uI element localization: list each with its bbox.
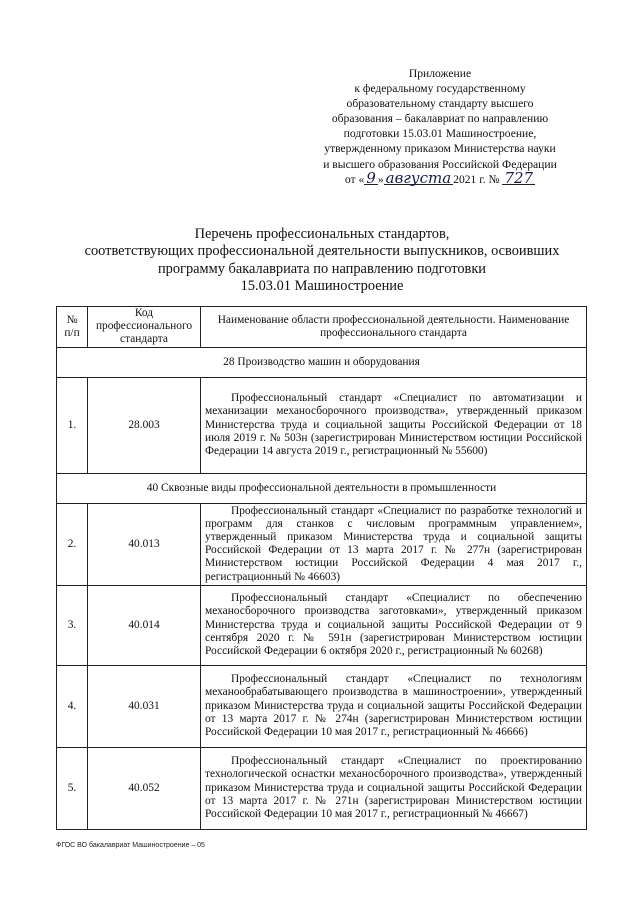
date-mid: » bbox=[377, 172, 384, 186]
title-line: программу бакалавриата по направлению подготовки bbox=[157, 260, 487, 277]
row-num: 4. bbox=[57, 665, 88, 747]
group-title: 40 Сквозные виды профессиональной деятельности в промышленности bbox=[57, 473, 587, 503]
row-text: Профессиональный стандарт «Специалист по автоматизации и механизации механосборочного производства», утвержденный приказом Министерства труда и социальной защиты Российской Федерации от 18 июля 2019 г. № 503н (зарегистрирован Министерством юстиции Российской Федерации 14 августа 2019 г., регистрационный № 55600) bbox=[201, 377, 587, 473]
appendix-line: образования – бакалавриат по направлению bbox=[331, 112, 549, 126]
group-row bbox=[57, 473, 587, 503]
row-code: 40.052 bbox=[88, 747, 201, 829]
title-line: Перечень профессиональных стандартов, bbox=[194, 226, 450, 242]
header-name: Наименование области профессиональной деятельности. Наименование профессионального стандарта bbox=[201, 307, 587, 348]
table-header-row bbox=[57, 307, 587, 348]
row-text: Профессиональный стандарт «Специалист по разработке технологий и программ для станков с числовым программным управлением», утвержденный приказом Министерства труда и социальной защиты Российской Федерации от 13 марта 2017 г. № 277н (зарегистрирован Министерством юстиции Российской Федерации 4 мая 2017 г., регистрационный № 46603) bbox=[201, 503, 587, 585]
group-row bbox=[57, 347, 587, 377]
handwritten-month: августа bbox=[385, 168, 452, 187]
page-footer: ФГОС ВО бакалавриат Машиностроение – 05 bbox=[56, 842, 205, 849]
table-row bbox=[57, 585, 587, 665]
row-code: 28.003 bbox=[88, 377, 201, 473]
standards-table bbox=[56, 306, 587, 830]
group-title: 28 Производство машин и оборудования bbox=[57, 347, 587, 377]
row-code: 40.013 bbox=[88, 503, 201, 585]
handwritten-order-number: 727 bbox=[504, 168, 534, 187]
row-num: 2. bbox=[57, 503, 88, 585]
appendix-line: к федеральному государственному bbox=[354, 82, 526, 96]
table-row bbox=[57, 665, 587, 747]
title-line: 15.03.01 Машиностроение bbox=[240, 278, 404, 295]
row-text: Профессиональный стандарт «Специалист по проектированию технологической оснастки механосборочного производства», утвержденный приказом Министерства труда и социальной защиты Российской Федерации от 13 марта 2017 г. № 271н (зарегистрирован Министерством юстиции Российской Федерации 10 мая 2017 г., регистрационный № 46667) bbox=[201, 747, 587, 829]
date-year: 2021 г. № bbox=[453, 172, 500, 186]
appendix-line: утвержденному приказом Министерства науки bbox=[324, 142, 556, 156]
header-num: № п/п bbox=[57, 307, 88, 348]
table-row bbox=[57, 377, 587, 473]
header-code: Код профессионального стандарта bbox=[88, 307, 201, 348]
appendix-line: и высшего образования Российской Федерации bbox=[323, 157, 557, 171]
appendix-line: Приложение bbox=[408, 67, 472, 80]
order-date-line bbox=[292, 168, 588, 187]
title-line: соответствующих профессиональной деятельности выпускников, освоивших bbox=[84, 243, 560, 260]
row-code: 40.031 bbox=[88, 665, 201, 747]
table-row bbox=[57, 747, 587, 829]
appendix-line: подготовки 15.03.01 Машиностроение, bbox=[343, 127, 537, 141]
row-num: 1. bbox=[57, 377, 88, 473]
handwritten-day: 9 bbox=[366, 168, 376, 187]
document-title bbox=[52, 226, 592, 296]
row-text: Профессиональный стандарт «Специалист по технологиям механообрабатывающего производства в машиностроении», утвержденный приказом Министерства труда и социальной защиты Российской Федерации от 13 марта 2017 г. № 274н (зарегистрирован Министерством юстиции Российской Федерации 10 мая 2017 г., регистрационный № 46666) bbox=[201, 665, 587, 747]
row-text: Профессиональный стандарт «Специалист по обеспечению механосборочного производства заготовками», утвержденный приказом Министерства труда и социальной защиты Российской Федерации от 9 сентября 2020 г. № 591н (зарегистрирован Министерством юстиции Российской Федерации 6 октября 2020 г., регистрационный № 60268) bbox=[201, 585, 587, 665]
row-num: 5. bbox=[57, 747, 88, 829]
table-row bbox=[57, 503, 587, 585]
appendix-block bbox=[292, 66, 588, 187]
row-code: 40.014 bbox=[88, 585, 201, 665]
date-prefix: от « bbox=[344, 172, 365, 186]
appendix-line: образовательному стандарту высшего bbox=[346, 97, 534, 111]
row-num: 3. bbox=[57, 585, 88, 665]
